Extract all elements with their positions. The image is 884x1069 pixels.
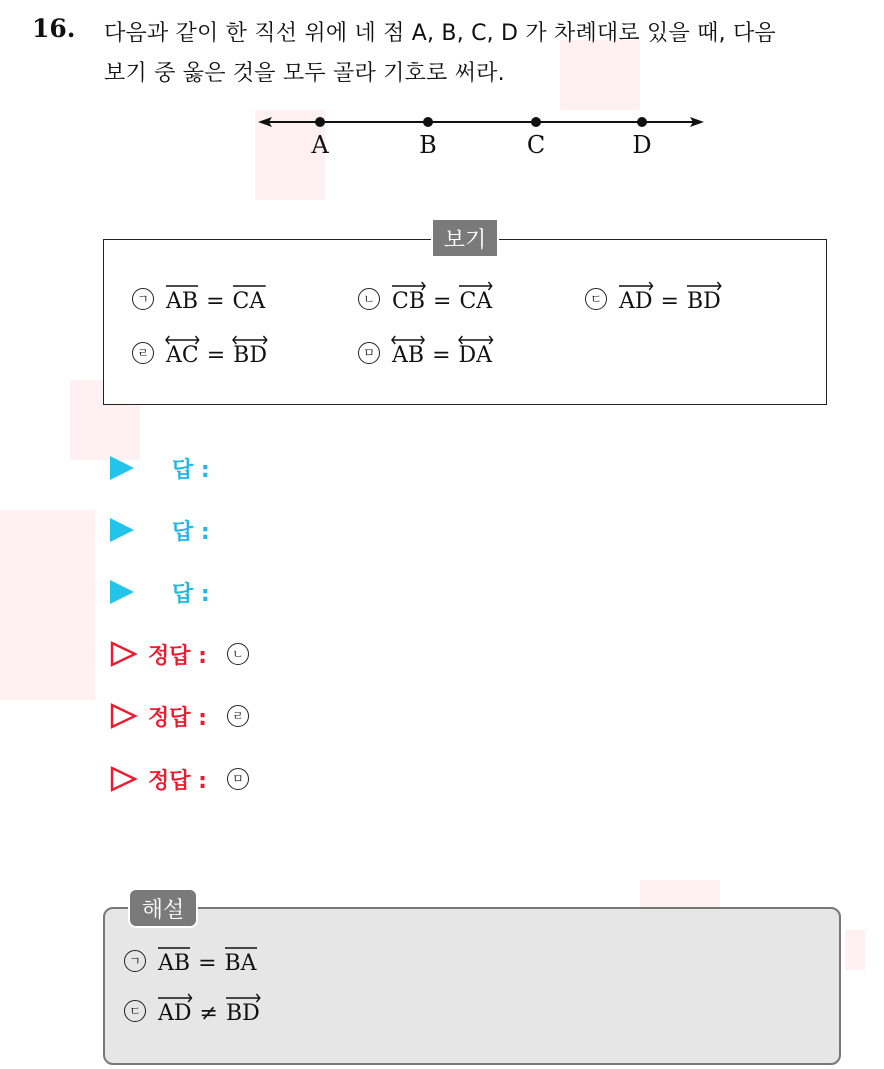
- segment-symbol: [166, 282, 198, 290]
- question-number: 16.: [32, 14, 76, 43]
- ray-symbol: [687, 282, 721, 290]
- point-pair: AB: [392, 343, 425, 368]
- play-triangle-icon: [110, 580, 134, 604]
- point-pair: AD: [619, 289, 653, 314]
- solution-box: [103, 907, 841, 1065]
- point-pair: AD: [158, 1001, 192, 1026]
- circled-marker: ㄷ: [585, 288, 607, 310]
- circled-marker: ㄹ: [132, 342, 154, 364]
- correct-answer-label: 정답 :: [148, 768, 207, 794]
- point-label-c: C: [526, 131, 546, 159]
- point-label-b: B: [419, 131, 437, 159]
- correct-answer-row: [110, 764, 249, 794]
- answer-label: 답 :: [172, 581, 210, 607]
- outline-triangle-icon: [110, 703, 138, 729]
- play-triangle-icon: [110, 518, 134, 542]
- point-dot-b: [423, 117, 433, 127]
- bogi-item-2: [358, 282, 492, 314]
- ray-symbol: [619, 282, 653, 290]
- circled-marker: ㄷ: [124, 1000, 146, 1022]
- point-dot-d: [637, 117, 647, 127]
- number-line-points: [310, 117, 651, 159]
- circled-marker: ㅁ: [358, 342, 380, 364]
- segment-notation: [233, 282, 266, 314]
- question-text-line1: 다음과 같이 한 직선 위에 네 점 A, B, C, D 가 차례대로 있을 때, 다음: [104, 21, 776, 46]
- correct-answer-value: ㄹ: [227, 705, 249, 727]
- outline-triangle-icon: [110, 641, 138, 667]
- answer-label: 답 :: [172, 457, 210, 483]
- correct-answer-row: [110, 701, 249, 731]
- point-dot-a: [315, 117, 325, 127]
- point-pair: CA: [232, 289, 266, 314]
- point-pair: AB: [166, 289, 199, 314]
- number-line-figure: [250, 100, 710, 164]
- segment-symbol: [225, 944, 257, 952]
- correct-answer-label: 정답 :: [148, 705, 207, 731]
- ray-symbol: [158, 994, 192, 1002]
- ray-symbol: [392, 282, 425, 290]
- background-decoration: [845, 930, 865, 970]
- correct-answer-value: ㅁ: [227, 768, 249, 790]
- relation-operator: =: [660, 289, 679, 314]
- ray-symbol: [226, 994, 260, 1002]
- play-triangle-icon: [110, 456, 134, 480]
- ray-notation: [226, 994, 260, 1026]
- bogi-box: [103, 239, 827, 405]
- bogi-tag: 보기: [431, 218, 499, 258]
- question-text-line2: 보기 중 옳은 것을 모두 골라 기호로 써라.: [104, 61, 505, 86]
- circled-marker: ㄱ: [132, 288, 154, 310]
- relation-operator: ≠: [199, 1001, 218, 1026]
- point-pair: BD: [686, 289, 721, 314]
- answer-row: [110, 577, 210, 607]
- ray-notation: [392, 282, 425, 314]
- line-symbol: [166, 336, 199, 344]
- bogi-item-4: [132, 336, 267, 368]
- background-decoration: [0, 510, 95, 700]
- relation-operator: =: [432, 343, 451, 368]
- point-pair: CA: [459, 289, 493, 314]
- ray-notation: [158, 994, 192, 1026]
- ray-notation: [459, 282, 492, 314]
- point-label-a: A: [311, 131, 329, 159]
- solution-item-1: [124, 944, 257, 976]
- circled-marker: ㄱ: [124, 950, 146, 972]
- correct-answer-row: [110, 639, 249, 669]
- solution-tag: 해설: [128, 888, 198, 928]
- point-pair: BD: [233, 343, 267, 368]
- bogi-item-1: [132, 282, 265, 314]
- ray-symbol: [459, 282, 492, 290]
- point-label-d: D: [632, 131, 652, 159]
- answer-row: [110, 453, 210, 483]
- point-dot-c: [531, 117, 541, 127]
- circled-marker: ㄴ: [358, 288, 380, 310]
- correct-answer-value: ㄴ: [227, 643, 249, 665]
- segment-notation: [158, 944, 190, 976]
- segment-notation: [166, 282, 198, 314]
- point-pair: BD: [225, 1001, 260, 1026]
- line-symbol: [459, 336, 493, 344]
- outline-triangle-icon: [110, 766, 138, 792]
- ray-notation: [619, 282, 653, 314]
- solution-item-2: [124, 994, 260, 1026]
- point-pair: AC: [166, 343, 199, 368]
- point-pair: CB: [392, 289, 425, 314]
- correct-answer-label: 정답 :: [148, 643, 207, 669]
- line-symbol: [233, 336, 267, 344]
- bogi-item-5: [358, 336, 492, 368]
- line-symbol: [392, 336, 424, 344]
- segment-symbol: [158, 944, 190, 952]
- line-notation: [166, 336, 199, 368]
- point-pair: AB: [158, 951, 191, 976]
- point-pair: DA: [458, 343, 493, 368]
- relation-operator: =: [206, 289, 225, 314]
- line-notation: [459, 336, 493, 368]
- line-notation: [233, 336, 267, 368]
- relation-operator: =: [433, 289, 452, 314]
- answer-label: 답 :: [172, 519, 210, 545]
- point-pair: BA: [224, 951, 257, 976]
- bogi-item-3: [585, 282, 721, 314]
- segment-notation: [225, 944, 257, 976]
- relation-operator: =: [206, 343, 226, 368]
- relation-operator: =: [198, 951, 217, 976]
- ray-notation: [687, 282, 721, 314]
- answer-row: [110, 515, 210, 545]
- segment-symbol: [233, 282, 266, 290]
- line-notation: [392, 336, 424, 368]
